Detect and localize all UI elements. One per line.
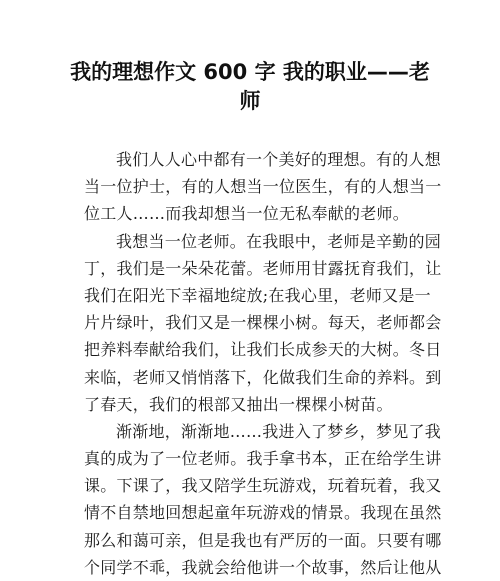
text-line: 当一位护士，有的人想当一位医生，有的人想当一 [84,177,442,197]
document-body [84,146,442,581]
text-line: 渐渐地，渐渐地……我进入了梦乡，梦见了我 [116,421,442,441]
text-line: 我想当一位老师。在我眼中，老师是辛勤的园 [116,231,442,251]
paragraph-2 [84,228,442,418]
paragraph-3 [84,418,442,581]
paragraph-1 [84,146,442,228]
text-line: 真的成为了一位老师。我手拿书本，正在给学生讲 [84,449,442,469]
text-line: 那么和蔼可亲，但是我也有严厉的一面。只要有哪 [84,530,442,550]
text-line: 来临，老师又悄悄落下，化做我们生命的养料。到 [84,367,442,387]
text-line: 个同学不乖，我就会给他讲一个故事，然后让他从 [84,557,442,577]
text-line: 了春天，我们的根部又抽出一棵棵小树苗。 [84,394,393,414]
text-line: 位工人……而我却想当一位无私奉献的老师。 [84,204,410,224]
text-line: 片片绿叶，我们又是一棵棵小树。每天，老师都会 [84,313,442,333]
text-line: 丁，我们是一朵朵花蕾。老师用甘露抚育我们，让 [84,258,442,278]
text-line: 课。下课了，我又陪学生玩游戏，玩着玩着，我又 [84,476,442,496]
document-title: 我的理想作文 600 字 我的职业——老师 [70,60,430,113]
text-line: 把养料奉献给我们，让我们长成参天的大树。冬日 [84,340,442,360]
text-line: 我们在阳光下幸福地绽放;在我心里，老师又是一 [84,285,431,305]
text-line: 情不自禁地回想起童年玩游戏的情景。我现在虽然 [84,503,442,523]
text-line: 我们人人心中都有一个美好的理想。有的人想 [116,150,442,169]
